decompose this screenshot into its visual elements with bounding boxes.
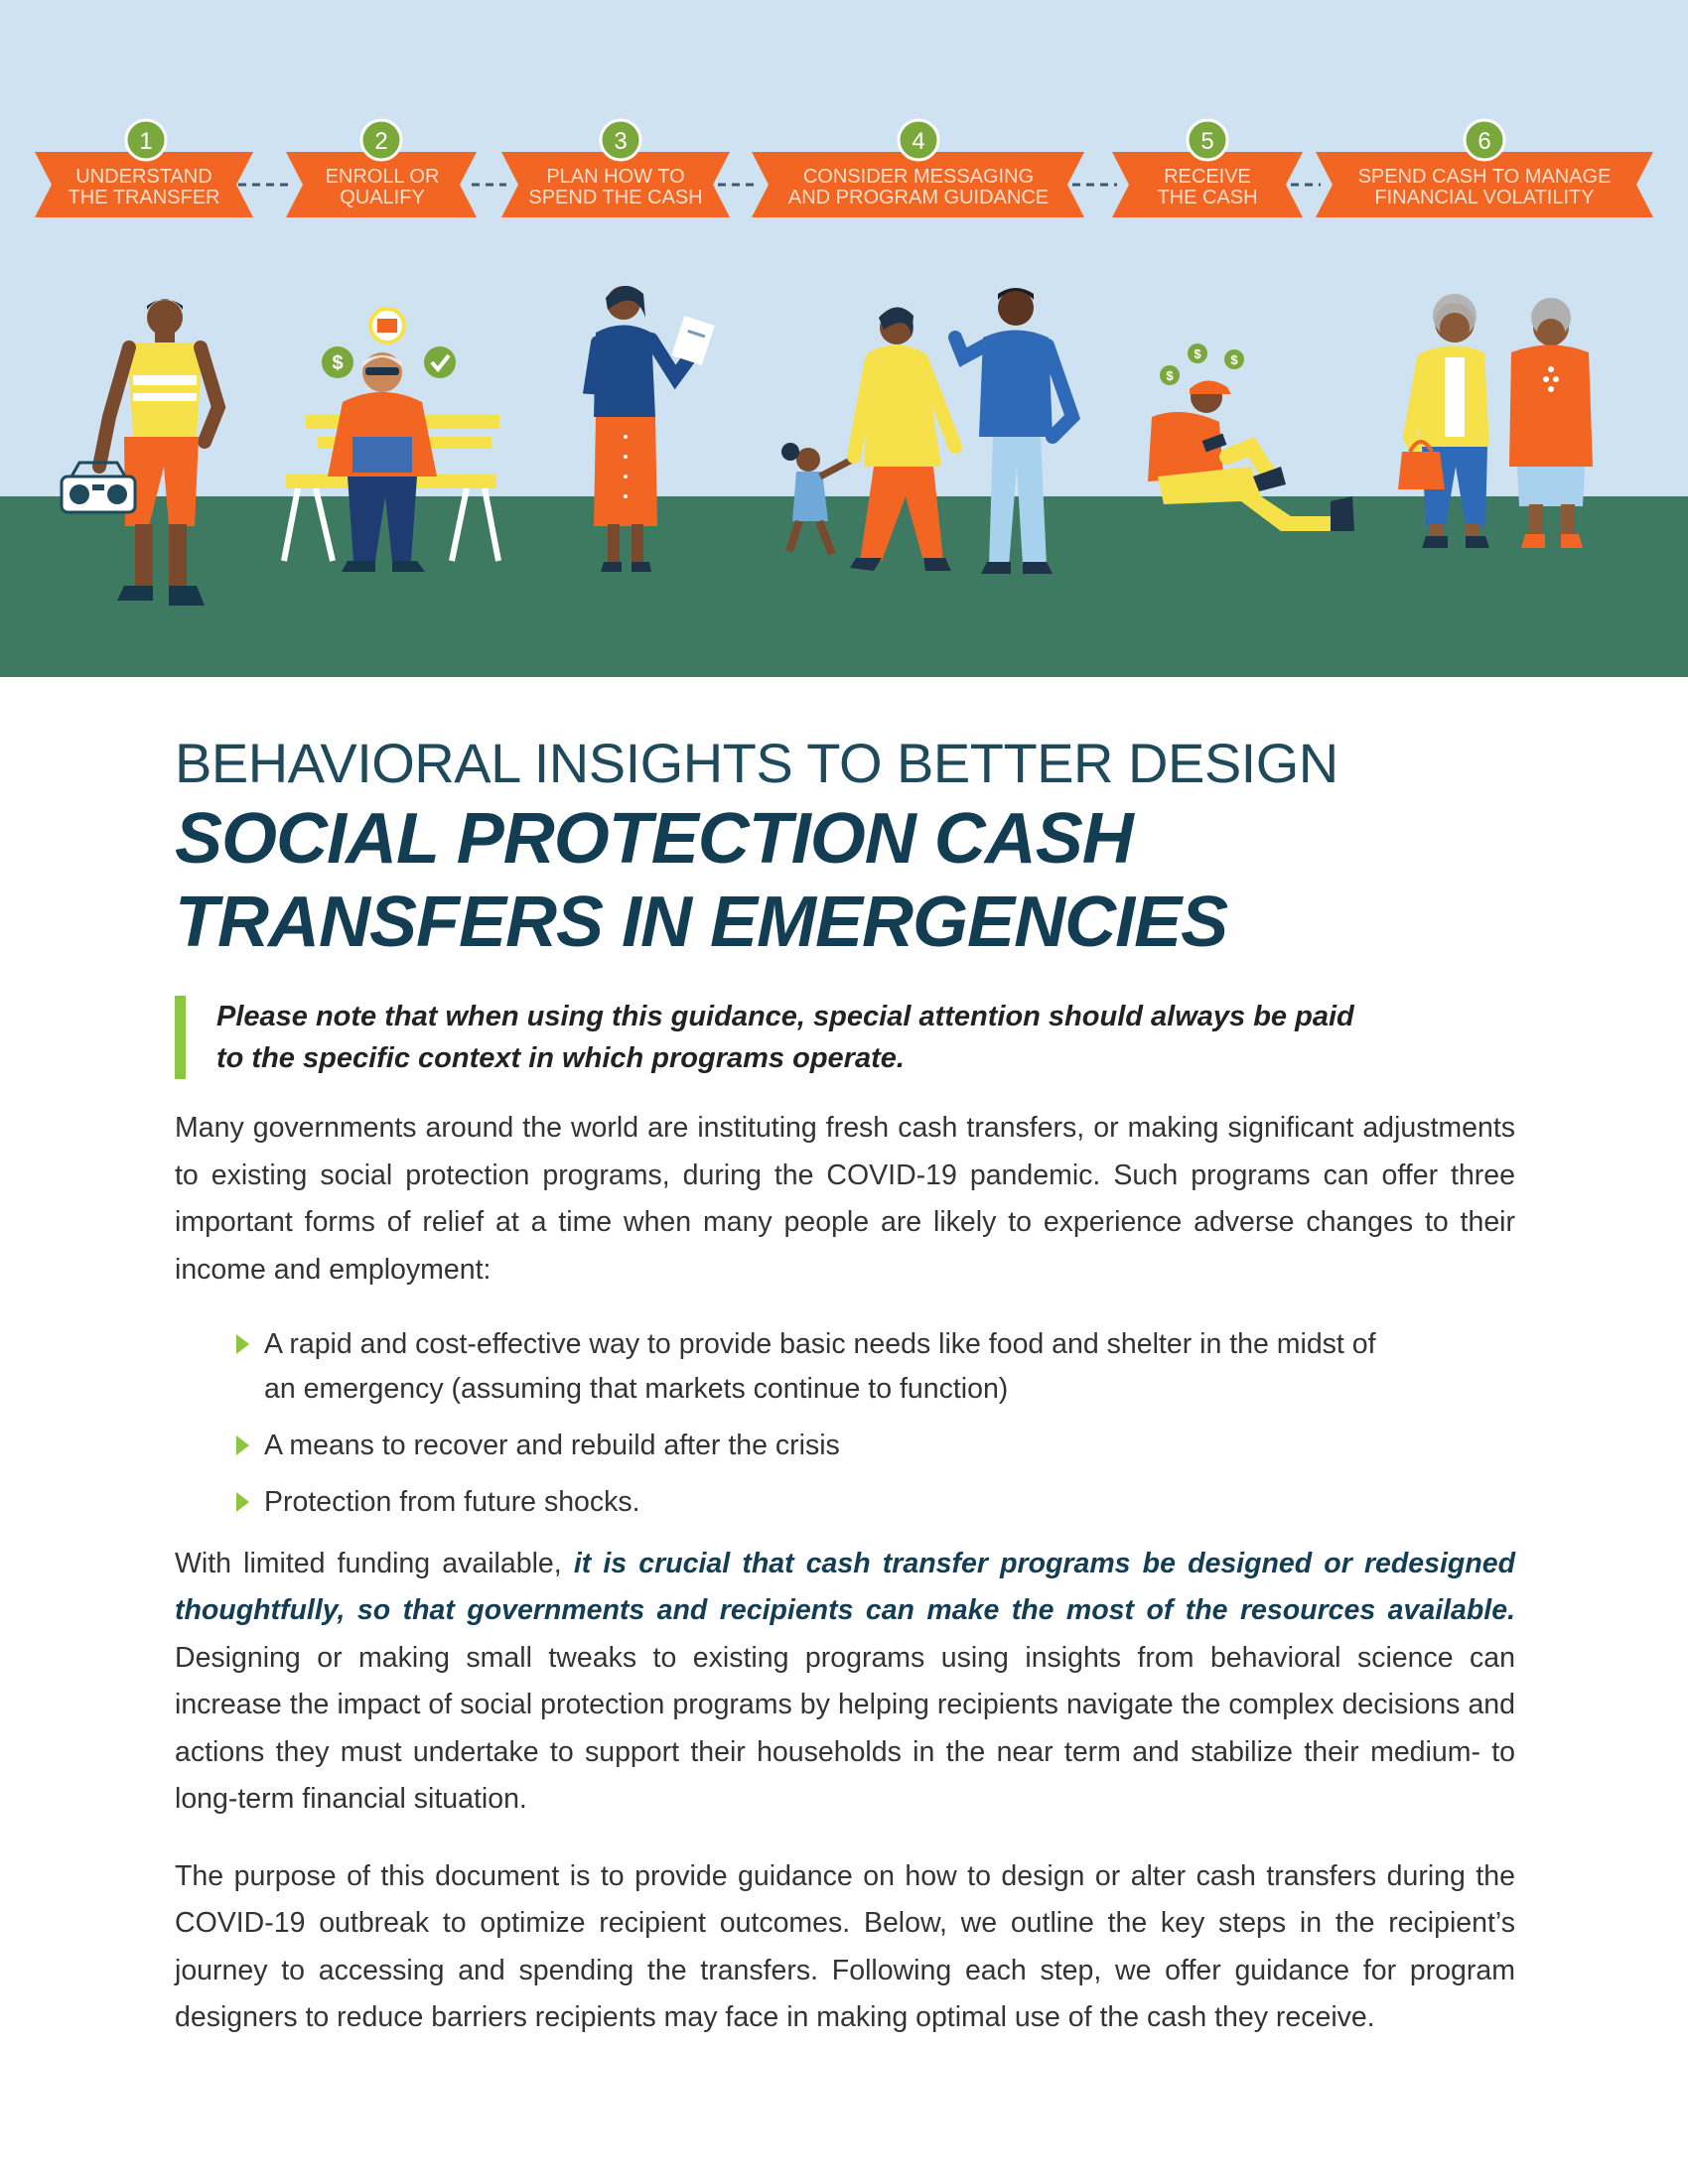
- checkmark-icon: [424, 346, 456, 378]
- callout-line1: Please note that when using this guidance, special attention should always be paid: [216, 1001, 1354, 1032]
- hero-illustration: [0, 0, 1688, 677]
- list-item-text: A rapid and cost-effective way to provide basic needs like food and shelter in the midst of an emergency (assuming that markets continue to function): [264, 1327, 1376, 1405]
- step-2-number: 2: [374, 128, 388, 155]
- step-3-number: 3: [614, 128, 628, 155]
- step-1-label-line2: THE TRANSFER: [68, 187, 220, 208]
- bullet-arrow-icon: [236, 1435, 249, 1455]
- intro-paragraph: Many governments around the world are instituting fresh cash transfers, or making significant adjustments to existing social protection programs, during the COVID-19 pandemic. Such programs can offer three important forms of relief at a time when many people are likely to experience adverse changes to their income and employment:: [175, 1112, 1515, 1286]
- list-item: [236, 1480, 1378, 1525]
- dollar-icon: [322, 346, 353, 378]
- step-3-label-line1: PLAN HOW TO: [546, 166, 685, 188]
- svg-text:$: $: [1230, 352, 1238, 367]
- step-1-number: 1: [139, 128, 153, 155]
- dollar-icon: [1188, 343, 1207, 363]
- list-item-text: A means to recover and rebuild after the crisis: [264, 1429, 840, 1461]
- step-2-label-line1: ENROLL OR: [325, 166, 440, 188]
- dollar-icon: [1160, 365, 1180, 385]
- svg-text:$: $: [1194, 346, 1201, 361]
- step-6-label-line1: SPEND CASH TO MANAGE: [1357, 166, 1612, 188]
- step-4-label-line1: CONSIDER MESSAGING: [802, 166, 1035, 188]
- funding-paragraph: [175, 1541, 1515, 1824]
- svg-text:$: $: [332, 352, 344, 374]
- purpose-paragraph: The purpose of this document is to provide guidance on how to design or alter cash transfers during the COVID-19 outbreak to optimize recipient outcomes. Below, we outline the key steps in the recipient’s journey to accessing and spending the transfers. Following each step, we offer guidance for program designers to reduce barriers recipients may face in making optimal use of the cash they receive.: [175, 1859, 1515, 2033]
- page-subtitle: [175, 797, 1515, 964]
- envelope-icon: [370, 309, 404, 342]
- step-6-number: 6: [1477, 128, 1491, 155]
- callout-line2: to the specific context in which programs operate.: [216, 1042, 905, 1074]
- page-title: BEHAVIORAL INSIGHTS TO BETTER DESIGN: [175, 732, 1338, 794]
- bullet-arrow-icon: [236, 1492, 249, 1512]
- list-item: [236, 1424, 1378, 1468]
- step-3-label-line2: SPEND THE CASH: [528, 187, 703, 208]
- page-subtitle-line1: SOCIAL PROTECTION CASH: [175, 799, 1133, 879]
- step-1-label-line1: UNDERSTAND: [75, 166, 212, 188]
- relief-list: [236, 1322, 1378, 1525]
- step-6-label-line2: FINANCIAL VOLATILITY: [1374, 187, 1595, 208]
- step-5-label-line1: RECEIVE: [1164, 166, 1251, 188]
- document-body: [175, 730, 1515, 2070]
- step-4-number: 4: [912, 128, 925, 155]
- funding-emphasis: it is crucial that cash transfer programs be designed or redesigned thoughtfully, so that governments and recipients can make the most of the resources available.: [175, 1547, 1515, 1626]
- dollar-icon: [1224, 349, 1244, 369]
- step-2-label-line2: QUALIFY: [340, 187, 425, 208]
- callout-note: [175, 996, 1487, 1079]
- svg-text:$: $: [1166, 368, 1174, 383]
- page-subtitle-line2: TRANSFERS IN EMERGENCIES: [175, 883, 1228, 962]
- funding-lead: With limited funding available,: [175, 1547, 574, 1579]
- list-item: [236, 1322, 1378, 1412]
- step-5-label-line2: THE CASH: [1157, 187, 1258, 208]
- funding-rest: Designing or making small tweaks to existing programs using insights from behavioral science can increase the impact of social protection programs by helping recipients navigate the complex decisions and actions they must undertake to support their households in the near term and stabilize their medium- to long-term financial situation.: [175, 1641, 1515, 1815]
- list-item-text: Protection from future shocks.: [264, 1485, 640, 1518]
- step-5-number: 5: [1200, 128, 1214, 155]
- bullet-arrow-icon: [236, 1334, 249, 1354]
- step-4-label-line2: AND PROGRAM GUIDANCE: [787, 187, 1050, 208]
